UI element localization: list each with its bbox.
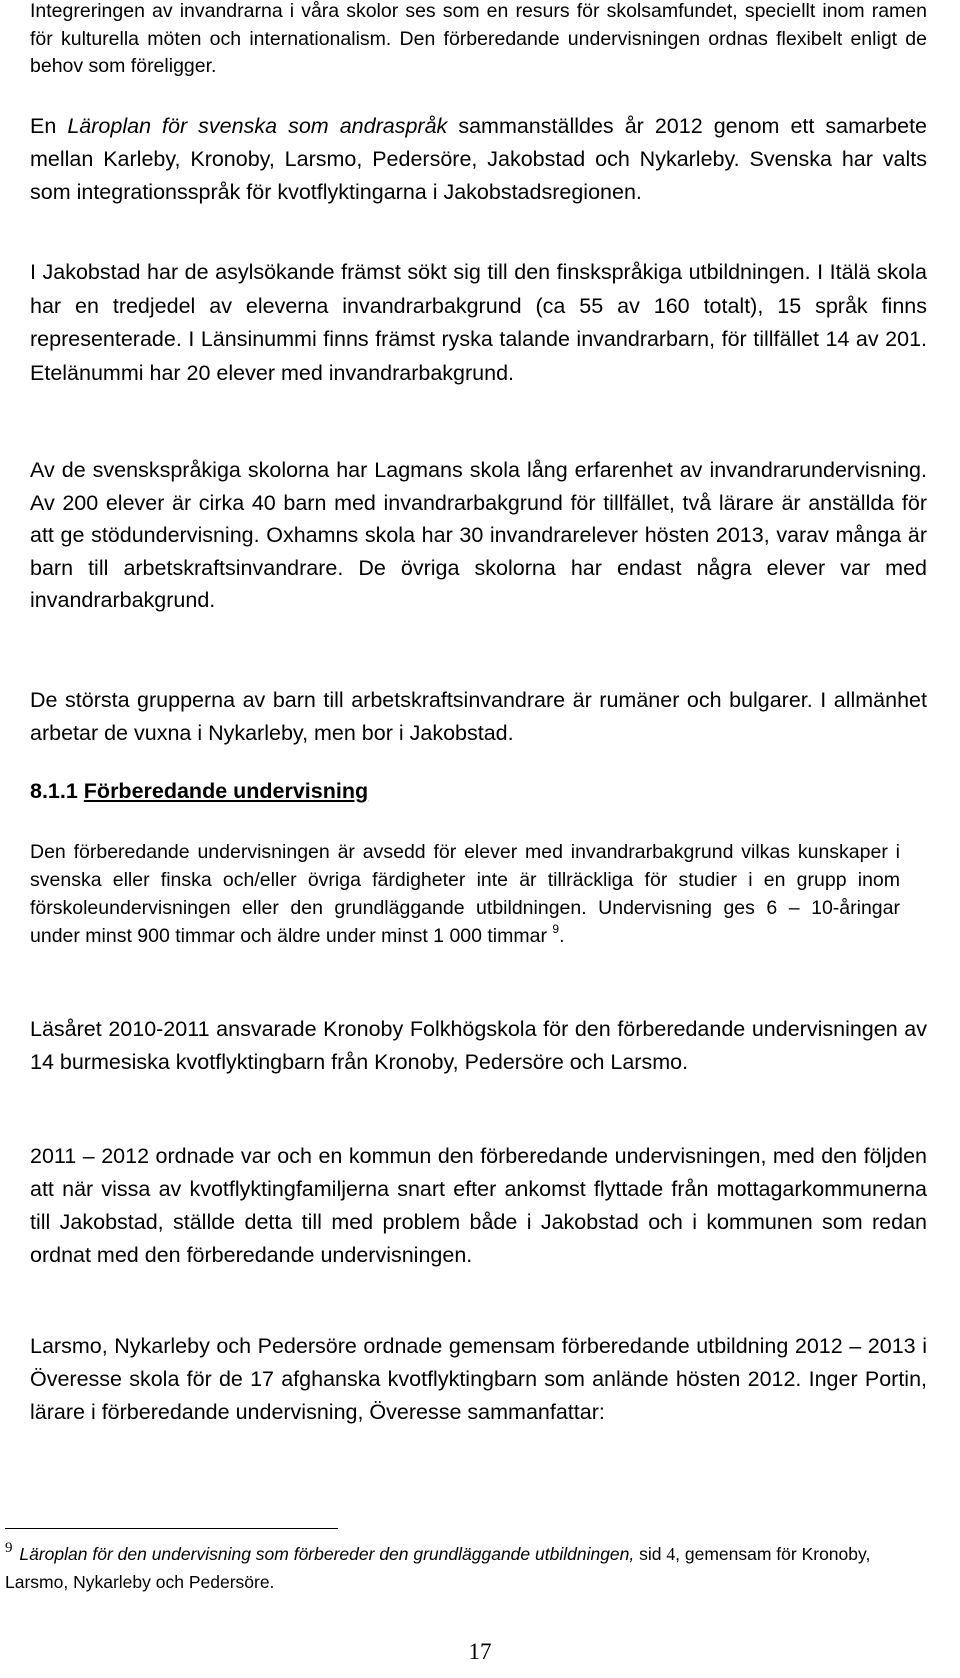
paragraph-joint-education: Larsmo, Nykarleby och Pedersöre ordnade gemensam förberedande utbildning 2012 – 2013 i Överesse skola för de 17 afghanska kvotflyktingbarn som anlände hösten 2012. Inger Portin, lärare i förberedande undervisning, Överesse sammanfattar: — [30, 1334, 927, 1424]
paragraph-2011-2012: 2011 – 2012 ordnade var och en kommun den förberedande undervisningen, med den följden att när vissa av kvotflyktingfamiljerna snart efter ankomst flyttade från mottagarkommunerna till Jakobstad, ställde detta till med problem både i Jakobstad och i kommunen som redan ordnat med den förberedande undervisningen. — [30, 1144, 927, 1267]
paragraph-swedish-schools: Av de svenskspråkiga skolorna har Lagmans skola lång erfarenhet av invandrarundervisning. Av 200 elever är cirka 40 barn med invandrarbakgrund för tillfället, två lärare är anställda för att ge stödundervisning. Oxhamns skola har 30 invandrarelever hösten 2013, varav många är barn till arbetskraftsinvandrare. De övriga skolorna har endast några elever var med invandrarbakgrund. — [30, 458, 927, 612]
page-number: 17 — [468, 1639, 492, 1664]
paragraph-text: Den förberedande undervisningen är avsedd för elever med invandrarbakgrund vilkas kunskaper i svenska eller finska och/eller övriga färdigheter inte är tillräckliga för studier i en grupp inom förskoleundervisningen eller den grundläggande utbildningen. Undervisning ges 6 – 10-åringar under minst 900 timmar och äldre under minst 1 000 timmar — [30, 841, 900, 947]
paragraph-integration: Integreringen av invandrarna i våra skolor ses som en resurs för skolsamfundet, speciellt inom ramen för kulturella möten och internationalism. Den förberedande undervisningen ordnas flexibelt enligt de behov som föreligger. — [30, 0, 927, 77]
footnote-divider — [5, 1528, 338, 1529]
footnote-tail: , gemensam för Kronoby, Larsmo, Nykarleby och Pedersöre. — [5, 1544, 871, 1592]
footnote-reference[interactable]: 9 — [552, 922, 560, 936]
paragraph-school-year: Läsåret 2010-2011 ansvarade Kronoby Folkhögskola för den förberedande undervisningen av 14 burmesiska kvotflyktingbarn från Kronoby, Pedersöre och Larsmo. — [30, 1017, 927, 1074]
section-title: Förberedande undervisning — [83, 779, 369, 803]
paragraph-largest-groups: De största grupperna av barn till arbetskraftsinvandrare är rumäner och bulgarer. I allmänhet arbetar de vuxna i Nykarleby, men bor i Jakobstad. — [30, 688, 927, 745]
paragraph-rest: sammanställdes år 2012 genom ett samarbete mellan Karleby, Kronoby, Larsmo, Pedersöre, Jakobstad och Nykarleby. Svenska har valts som integrationsspråk för kvotflyktingarna i Jakobstadsregionen. — [30, 114, 927, 204]
footnote-text: sid — [634, 1544, 667, 1564]
curriculum-title: Läroplan för svenska som andraspråk — [67, 114, 448, 138]
paragraph-end: . — [559, 925, 565, 947]
section-number: 8.1.1 — [30, 779, 84, 803]
section-heading — [30, 779, 368, 804]
footnote-marker: 9 — [5, 1540, 13, 1556]
paragraph-curriculum — [30, 110, 927, 209]
footnote-page-ref: 4 — [666, 1544, 676, 1564]
footnote — [5, 1540, 905, 1596]
paragraph-lead: En — [30, 114, 68, 138]
footnote-title: Läroplan för den undervisning som förbereder den grundläggande utbildningen, — [19, 1544, 635, 1564]
paragraph-preparatory — [30, 838, 900, 950]
paragraph-jakobstad: I Jakobstad har de asylsökande främst sökt sig till den finskspråkiga utbildningen. I Itälä skola har en tredjedel av eleverna invandrarbakgrund (ca 55 av 160 totalt), 15 språk finns representerade. I Länsinummi finns främst ryska talande invandrarbarn, för tillfället 14 av 201. Etelänummi har 20 elever med invandrarbakgrund. — [30, 260, 927, 385]
